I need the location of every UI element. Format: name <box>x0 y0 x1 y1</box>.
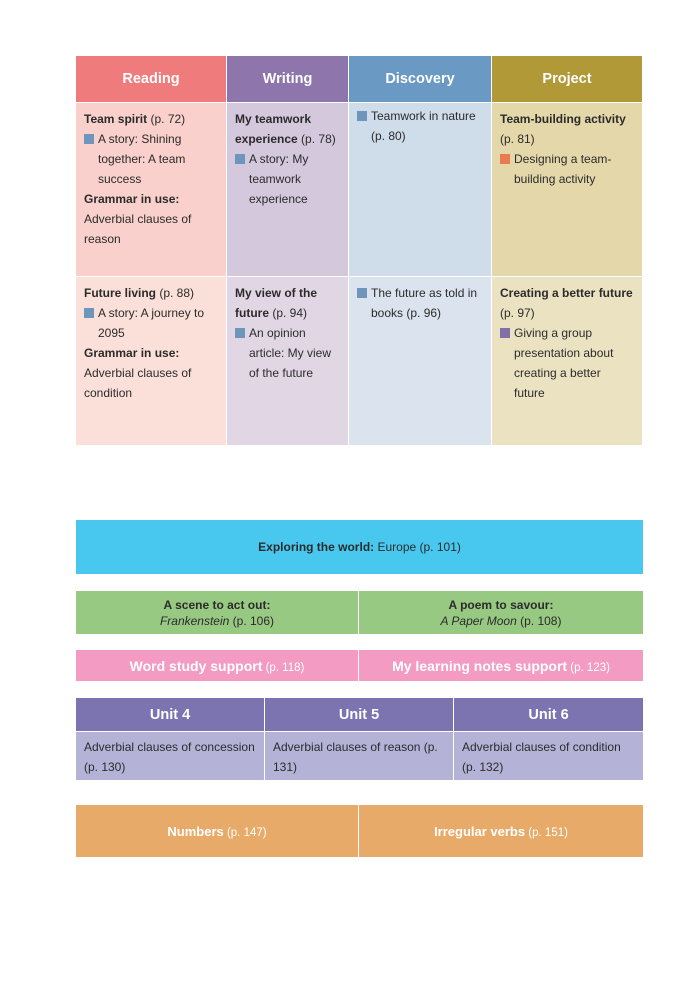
list-item <box>357 106 483 146</box>
explore-page: Europe (p. 101) <box>374 540 461 554</box>
unit6-header: Unit 6 <box>454 698 643 731</box>
reading-title: Team spirit <box>84 112 148 126</box>
reading-cell-unit5 <box>76 277 226 445</box>
grammar-text: Adverbial clauses of condition <box>84 366 192 400</box>
irregular-label: Irregular verbs <box>434 823 526 839</box>
list-item <box>84 303 218 343</box>
list-item <box>235 149 340 209</box>
square-bullet-icon <box>84 308 94 318</box>
scene-work: Frankenstein <box>159 613 230 628</box>
numbers-box <box>76 805 358 857</box>
project-title: Team-building activity <box>500 112 626 126</box>
square-bullet-icon <box>500 154 510 164</box>
square-bullet-icon <box>84 134 94 144</box>
reading-title: Future living <box>84 286 156 300</box>
poem-title: A poem to savour: <box>448 597 554 612</box>
project-cell-unit4 <box>492 103 642 276</box>
poem-box <box>359 591 643 634</box>
square-bullet-icon <box>357 288 367 298</box>
word-study-page: (p. 118) <box>262 661 305 674</box>
project-title: Creating a better future <box>500 286 633 300</box>
reading-title-page: (p. 88) <box>156 286 195 300</box>
project-cell-unit5 <box>492 277 642 445</box>
header-writing: Writing <box>227 56 348 102</box>
scene-box <box>76 591 358 634</box>
word-study-label: Word study support <box>129 657 263 674</box>
square-bullet-icon <box>235 154 245 164</box>
header-discovery: Discovery <box>349 56 491 102</box>
writing-title: My teamwork experience <box>235 112 312 146</box>
list-item <box>84 129 218 189</box>
list-item <box>357 283 483 323</box>
unit4-header: Unit 4 <box>76 698 264 731</box>
poem-page: (p. 108) <box>516 613 562 628</box>
square-bullet-icon <box>357 111 367 121</box>
exploring-world-bar <box>76 520 643 574</box>
list-item <box>235 323 340 383</box>
writing-cell-unit5 <box>227 277 348 445</box>
reading-cell-unit4 <box>76 103 226 276</box>
project-item: Giving a group presentation about creating a better future <box>514 326 614 400</box>
discovery-cell-unit4 <box>349 103 491 276</box>
scene-title: A scene to act out: <box>163 597 271 612</box>
word-study-box <box>76 650 358 681</box>
unit5-header: Unit 5 <box>265 698 453 731</box>
writing-cell-unit4 <box>227 103 348 276</box>
project-item: Designing a team-building activity <box>514 152 612 186</box>
explore-label: Exploring the world: <box>258 540 375 554</box>
unit4-text: Adverbial clauses of concession (p. 130) <box>76 732 264 780</box>
notes-label: My learning notes support <box>392 657 568 674</box>
writing-title-page: (p. 78) <box>297 132 336 146</box>
numbers-page: (p. 147) <box>223 826 267 839</box>
square-bullet-icon <box>235 328 245 338</box>
reading-item: A story: Shining together: A team success <box>98 132 186 186</box>
scene-page: (p. 106) <box>229 613 275 628</box>
project-title-page: (p. 97) <box>500 306 535 320</box>
square-bullet-icon <box>500 328 510 338</box>
discovery-item: The future as told in books (p. 96) <box>371 286 478 320</box>
reading-item: A story: A journey to 2095 <box>98 306 205 340</box>
grammar-text: Adverbial clauses of reason <box>84 212 192 246</box>
list-item <box>500 149 634 189</box>
writing-item: A story: My teamwork experience <box>249 152 309 206</box>
list-item <box>500 323 634 403</box>
notes-page: (p. 123) <box>567 661 610 674</box>
writing-title-page: (p. 94) <box>269 306 308 320</box>
project-title-page: (p. 81) <box>500 132 535 146</box>
grammar-label: Grammar in use: <box>84 346 180 360</box>
irregular-verbs-box <box>359 805 643 857</box>
unit5-text: Adverbial clauses of reason (p. 131) <box>265 732 453 780</box>
notes-box <box>359 650 643 681</box>
writing-item: An opinion article: My view of the future <box>249 326 332 380</box>
reading-title-page: (p. 72) <box>147 112 186 126</box>
unit6-text: Adverbial clauses of condition (p. 132) <box>454 732 643 780</box>
irregular-page: (p. 151) <box>525 826 568 839</box>
grammar-label: Grammar in use: <box>84 192 180 206</box>
discovery-item: Teamwork in nature (p. 80) <box>371 109 476 143</box>
discovery-cell-unit5 <box>349 277 491 445</box>
writing-title: My view of the future <box>235 286 318 320</box>
header-project: Project <box>492 56 642 102</box>
poem-work: A Paper Moon <box>440 613 517 628</box>
numbers-label: Numbers <box>167 823 224 839</box>
header-reading: Reading <box>76 56 226 102</box>
